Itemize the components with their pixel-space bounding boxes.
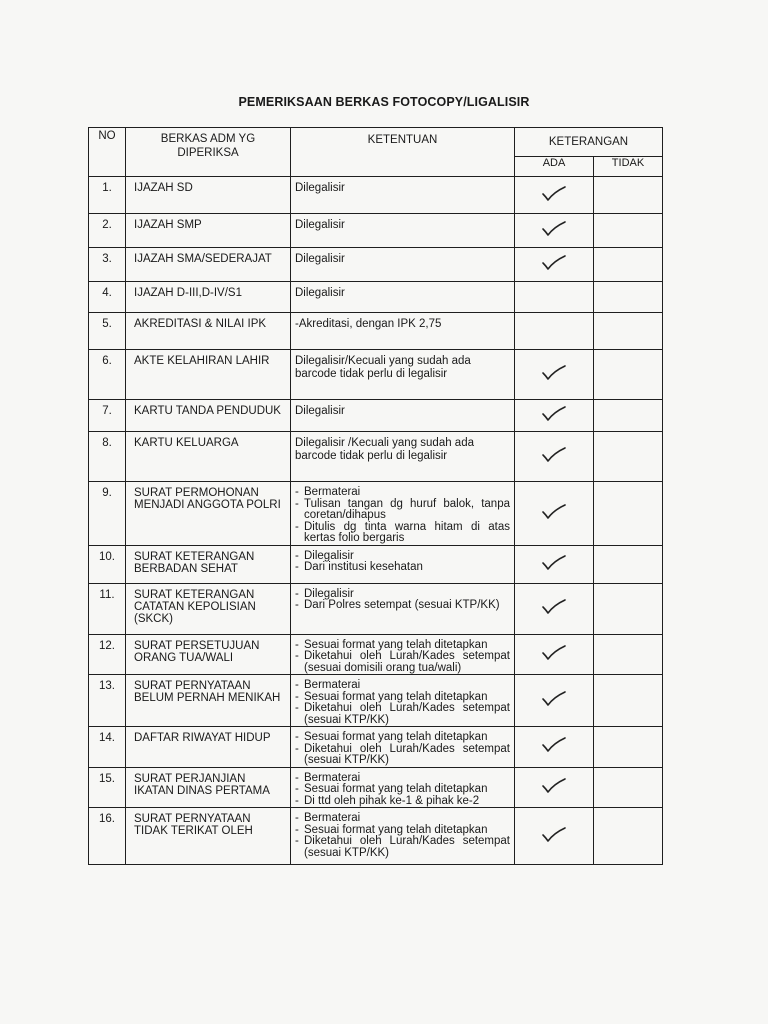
- header-ketentuan: KETENTUAN: [291, 128, 515, 177]
- row-ada: [515, 400, 594, 432]
- ketentuan-item: - Diketahui oleh Lurah/Kades setempat (sesuai KTP/KK): [295, 835, 510, 859]
- row-ketentuan: [291, 482, 515, 546]
- table-row: [89, 350, 663, 400]
- row-number: 9.: [89, 482, 126, 546]
- ketentuan-text: -Akreditasi, dengan IPK 2,75: [295, 318, 442, 330]
- row-ada: [515, 545, 594, 583]
- row-ketentuan: [291, 282, 515, 313]
- ketentuan-item: - Bermaterai: [295, 813, 510, 825]
- ketentuan-item: - Diketahui oleh Lurah/Kades setempat (sesuai KTP/KK): [295, 742, 510, 766]
- row-number: 16.: [89, 808, 126, 865]
- ketentuan-text: Dilegalisir: [295, 405, 345, 417]
- ketentuan-item-text: Tulisan tangan dg huruf balok, tanpa coretan/dihapus: [304, 497, 510, 521]
- row-ada: [515, 350, 594, 400]
- check-icon: [541, 185, 567, 203]
- row-berkas: AKREDITASI & NILAI IPK: [126, 313, 291, 350]
- header-no: NO: [89, 128, 126, 177]
- check-icon: [541, 254, 567, 272]
- table-row: [89, 767, 663, 808]
- row-number: 2.: [89, 214, 126, 248]
- ketentuan-item: - Tulisan tangan dg huruf balok, tanpa coretan/dihapus: [295, 497, 510, 521]
- row-number: 3.: [89, 248, 126, 282]
- row-ada: [515, 808, 594, 865]
- table-row: [89, 808, 663, 865]
- ketentuan-item-text: Diketahui oleh Lurah/Kades setempat (sesuai KTP/KK): [304, 835, 510, 859]
- ketentuan-item-text: Bermaterai: [304, 771, 361, 784]
- ketentuan-list: [295, 773, 510, 808]
- check-icon: [541, 503, 567, 521]
- row-ketentuan: [291, 545, 515, 583]
- header-keterangan: KETERANGAN: [515, 128, 663, 157]
- table-row: [89, 634, 663, 675]
- ketentuan-list: [295, 551, 510, 574]
- row-berkas: KARTU KELUARGA: [126, 432, 291, 482]
- ketentuan-item: - Dilegalisir: [295, 551, 510, 563]
- row-tidak: [594, 808, 663, 865]
- row-ada: [515, 634, 594, 675]
- check-icon: [541, 826, 567, 844]
- row-number: 10.: [89, 545, 126, 583]
- ketentuan-item-text: Sesuai format yang telah ditetapkan: [304, 690, 488, 703]
- ketentuan-item-text: Sesuai format yang telah ditetapkan: [304, 783, 488, 795]
- check-icon: [541, 446, 567, 464]
- row-ketentuan: [291, 634, 515, 675]
- ketentuan-item-text: Diketahui oleh Lurah/Kades setempat (sesuai KTP/KK): [304, 702, 510, 726]
- table-row: [89, 177, 663, 214]
- row-berkas: SURAT PERNYATAAN BELUM PERNAH MENIKAH: [126, 675, 291, 727]
- row-ketentuan: [291, 400, 515, 432]
- row-ada: [515, 248, 594, 282]
- ketentuan-item: - Bermaterai: [295, 773, 510, 785]
- ketentuan-item-text: Dari Polres setempat (sesuai KTP/KK): [304, 599, 500, 611]
- ketentuan-item-text: Bermaterai: [304, 812, 361, 824]
- row-ada: [515, 583, 594, 634]
- row-number: 1.: [89, 177, 126, 214]
- table-row: [89, 482, 663, 546]
- row-berkas: IJAZAH SD: [126, 177, 291, 214]
- row-ada: [515, 282, 594, 313]
- row-number: 15.: [89, 767, 126, 808]
- ketentuan-item: - Sesuai format yang telah ditetapkan: [295, 825, 510, 837]
- row-ketentuan: [291, 177, 515, 214]
- checklist-table: [88, 127, 663, 865]
- row-ada: [515, 177, 594, 214]
- row-berkas: SURAT KETERANGAN CATATAN KEPOLISIAN (SKCK): [126, 583, 291, 634]
- table-row: [89, 727, 663, 768]
- check-icon: [541, 405, 567, 423]
- row-ada: [515, 767, 594, 808]
- ketentuan-item: - Bermaterai: [295, 680, 510, 692]
- row-ketentuan: [291, 248, 515, 282]
- row-berkas: SURAT PERJANJIAN IKATAN DINAS PERTAMA: [126, 767, 291, 808]
- row-number: 8.: [89, 432, 126, 482]
- check-icon: [541, 736, 567, 754]
- row-ketentuan: [291, 675, 515, 727]
- row-number: 6.: [89, 350, 126, 400]
- row-ketentuan: [291, 808, 515, 865]
- row-ada: [515, 675, 594, 727]
- ketentuan-text: Dilegalisir: [295, 182, 345, 194]
- ketentuan-text: Dilegalisir /Kecuali yang sudah ada barcode tidak perlu di legalisir: [295, 437, 474, 462]
- row-ada: [515, 727, 594, 768]
- check-icon: [541, 644, 567, 662]
- ketentuan-item-text: Bermaterai: [304, 486, 361, 498]
- row-ada: [515, 432, 594, 482]
- ketentuan-item: - Bermaterai: [295, 487, 510, 499]
- row-berkas: IJAZAH SMA/SEDERAJAT: [126, 248, 291, 282]
- row-tidak: [594, 767, 663, 808]
- row-ketentuan: [291, 313, 515, 350]
- row-tidak: [594, 177, 663, 214]
- check-icon: [541, 364, 567, 382]
- ketentuan-list: [295, 589, 510, 612]
- ketentuan-item-text: Sesuai format yang telah ditetapkan: [304, 731, 488, 743]
- ketentuan-list: [295, 732, 510, 767]
- row-tidak: [594, 675, 663, 727]
- row-berkas: SURAT PERMOHONAN MENJADI ANGGOTA POLRI: [126, 482, 291, 546]
- row-number: 4.: [89, 282, 126, 313]
- check-icon: [541, 690, 567, 708]
- table-row: [89, 675, 663, 727]
- table-row: [89, 583, 663, 634]
- check-icon: [541, 777, 567, 795]
- table-row: [89, 248, 663, 282]
- row-tidak: [594, 634, 663, 675]
- row-number: 13.: [89, 675, 126, 727]
- ketentuan-list: [295, 813, 510, 859]
- header-ada: ADA: [515, 157, 594, 177]
- ketentuan-item-text: Dari institusi kesehatan: [304, 561, 423, 573]
- ketentuan-item: - Di ttd oleh pihak ke-1 & pihak ke-2: [295, 796, 510, 808]
- ketentuan-item-text: Sesuai format yang telah ditetapkan: [304, 823, 488, 836]
- check-icon: [541, 554, 567, 572]
- ketentuan-list: [295, 487, 510, 545]
- row-number: 7.: [89, 400, 126, 432]
- table-body: [89, 177, 663, 865]
- ketentuan-item: - Sesuai format yang telah ditetapkan: [295, 692, 510, 704]
- ketentuan-text: Dilegalisir: [295, 253, 345, 265]
- row-ada: [515, 214, 594, 248]
- row-tidak: [594, 482, 663, 546]
- row-number: 12.: [89, 634, 126, 675]
- ketentuan-item-text: Ditulis dg tinta warna hitam di atas kertas folio bergaris: [304, 520, 510, 544]
- ketentuan-item-text: Dilegalisir: [304, 587, 354, 600]
- ketentuan-item-text: Diketahui oleh Lurah/Kades setempat (sesuai domisili orang tua/wali): [304, 650, 510, 674]
- row-tidak: [594, 545, 663, 583]
- ketentuan-item: - Dilegalisir: [295, 589, 510, 601]
- ketentuan-list: [295, 680, 510, 726]
- ketentuan-item: - Sesuai format yang telah ditetapkan: [295, 732, 510, 744]
- row-berkas: AKTE KELAHIRAN LAHIR: [126, 350, 291, 400]
- header-berkas: [126, 128, 291, 177]
- check-icon: [541, 598, 567, 616]
- check-icon: [541, 220, 567, 238]
- ketentuan-item: - Dari institusi kesehatan: [295, 562, 510, 574]
- row-tidak: [594, 432, 663, 482]
- ketentuan-item: - Diketahui oleh Lurah/Kades setempat (sesuai KTP/KK): [295, 702, 510, 726]
- row-tidak: [594, 313, 663, 350]
- ketentuan-text: Dilegalisir: [295, 219, 345, 231]
- ketentuan-item-text: Sesuai format yang telah ditetapkan: [304, 638, 488, 651]
- row-tidak: [594, 248, 663, 282]
- row-ada: [515, 313, 594, 350]
- ketentuan-item: - Sesuai format yang telah ditetapkan: [295, 640, 510, 652]
- row-tidak: [594, 282, 663, 313]
- row-tidak: [594, 727, 663, 768]
- ketentuan-item: - Sesuai format yang telah ditetapkan: [295, 784, 510, 796]
- table-row: [89, 313, 663, 350]
- row-number: 11.: [89, 583, 126, 634]
- ketentuan-item-text: Diketahui oleh Lurah/Kades setempat (sesuai KTP/KK): [304, 742, 510, 766]
- row-tidak: [594, 350, 663, 400]
- table-row: [89, 214, 663, 248]
- ketentuan-item-text: Bermaterai: [304, 679, 361, 691]
- row-berkas: SURAT KETERANGAN BERBADAN SEHAT: [126, 545, 291, 583]
- ketentuan-text: Dilegalisir/Kecuali yang sudah ada barcode tidak perlu di legalisir: [295, 355, 471, 380]
- ketentuan-item: - Ditulis dg tinta warna hitam di atas kertas folio bergaris: [295, 520, 510, 544]
- row-berkas: IJAZAH SMP: [126, 214, 291, 248]
- row-ketentuan: [291, 350, 515, 400]
- ketentuan-item-text: Dilegalisir: [304, 549, 354, 562]
- row-tidak: [594, 583, 663, 634]
- ketentuan-item: - Diketahui oleh Lurah/Kades setempat (sesuai domisili orang tua/wali): [295, 650, 510, 674]
- ketentuan-item: - Dari Polres setempat (sesuai KTP/KK): [295, 600, 510, 612]
- row-ketentuan: [291, 727, 515, 768]
- ketentuan-item-text: Di ttd oleh pihak ke-1 & pihak ke-2: [304, 794, 480, 807]
- row-tidak: [594, 214, 663, 248]
- row-ketentuan: [291, 432, 515, 482]
- table-row: [89, 432, 663, 482]
- ketentuan-text: Dilegalisir: [295, 287, 345, 299]
- table-row: [89, 400, 663, 432]
- row-berkas: IJAZAH D-III,D-IV/S1: [126, 282, 291, 313]
- row-berkas: SURAT PERNYATAAN TIDAK TERIKAT OLEH: [126, 808, 291, 865]
- header-berkas-label: BERKAS ADM YG DIPERIKSA: [160, 133, 256, 159]
- header-tidak: TIDAK: [594, 157, 663, 177]
- row-berkas: DAFTAR RIWAYAT HIDUP: [126, 727, 291, 768]
- row-tidak: [594, 400, 663, 432]
- row-ketentuan: [291, 583, 515, 634]
- row-ada: [515, 482, 594, 546]
- row-ketentuan: [291, 214, 515, 248]
- ketentuan-list: [295, 640, 510, 675]
- row-berkas: KARTU TANDA PENDUDUK: [126, 400, 291, 432]
- row-berkas: SURAT PERSETUJUAN ORANG TUA/WALI: [126, 634, 291, 675]
- document-title: PEMERIKSAAN BERKAS FOTOCOPY/LIGALISIR: [238, 95, 530, 109]
- row-number: 5.: [89, 313, 126, 350]
- row-ketentuan: [291, 767, 515, 808]
- table-row: [89, 282, 663, 313]
- row-number: 14.: [89, 727, 126, 768]
- table-row: [89, 545, 663, 583]
